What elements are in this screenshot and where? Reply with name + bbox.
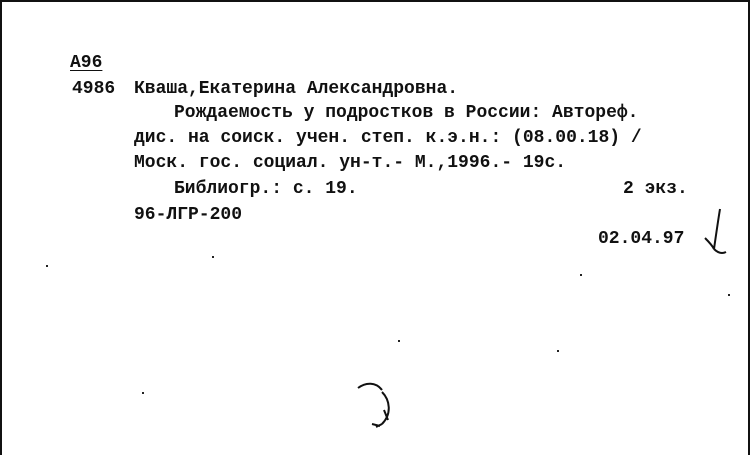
speck — [398, 340, 400, 342]
author-name: Кваша,Екатерина Александровна. — [134, 79, 459, 99]
inventory-number: 4986 — [72, 79, 116, 99]
acquisition-code: 96-ЛГР-200 — [134, 205, 243, 225]
speck — [46, 265, 48, 267]
date-stamp: 02.04.97 — [598, 229, 685, 249]
bibliography-note: Библиогр.: с. 19. — [174, 179, 358, 199]
publication-line: Моск. гос. социал. ун-т.- М.,1996.- 19с. — [134, 153, 567, 173]
speck — [580, 274, 582, 276]
handwritten-initial-mark — [702, 207, 732, 257]
shelf-mark: А96 — [70, 53, 103, 73]
speck — [557, 350, 559, 352]
speck — [728, 294, 730, 296]
copies-count: 2 экз. — [623, 179, 688, 199]
hole-punch-mark — [352, 380, 402, 435]
title-line-2: дис. на соиск. учен. степ. к.э.н.: (08.00.18) / — [134, 128, 642, 148]
title-line-1: Рождаемость у подростков в России: Автореф. — [174, 103, 639, 123]
speck — [142, 392, 144, 394]
speck — [212, 256, 214, 258]
